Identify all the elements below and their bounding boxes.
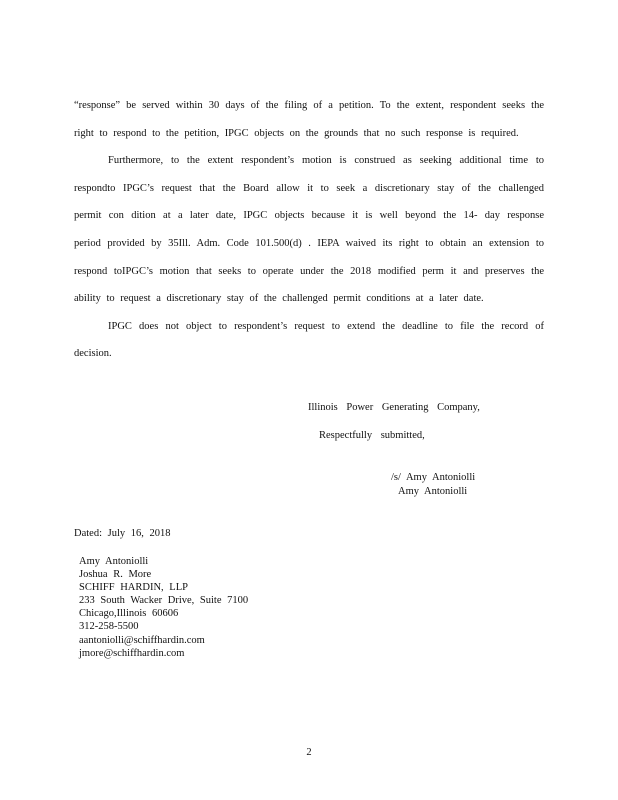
- contact-block: [79, 555, 248, 660]
- paragraph-no-objection: IPGC does not object to respondent’s request to extend the deadline to file the record of decision.: [74, 320, 544, 360]
- contact-email-2: jmore@schiffhardin.com: [79, 647, 185, 659]
- contact-firm: SCHIFF HARDIN, LLP: [79, 582, 188, 594]
- paragraph-response: “response” be served within 30 days of the filing of a petition. To the extent, respondent seeks the right to respond to the petition, IPGC objects on the grounds that no such response is required.: [74, 100, 544, 139]
- paragraph-furthermore: Furthermore, to the extent respondent’s motion is construed as seeking additional time to respondto IPGC’s request that the Board allow it to seek a discretionary stay of the challenged permit con dition at a later date, IPGC objects because it is well beyond the 14- day response period provided by 35Ill. Adm. Code 101.500(d) . IEPA waived its right to obtain an extension to respond toIPGC’s motion that seeks to operate under the 2018 modified perm it and preserves the ability to request a discretionary stay of the challenged permit conditions at a later date.: [74, 155, 544, 305]
- signature-name: Amy Antoniolli: [398, 486, 468, 497]
- contact-email-1: aantoniolli@schiffhardin.com: [79, 634, 205, 646]
- contact-street: 233 South Wacker Drive, Suite 7100: [79, 595, 249, 607]
- body-text: [74, 92, 544, 368]
- signature-closing: Respectfully submitted,: [319, 430, 425, 441]
- contact-name-2: Joshua R. More: [79, 569, 152, 581]
- page-number: 2: [306, 747, 312, 758]
- contact-name: Amy Antoniolli: [79, 556, 149, 567]
- contact-phone: 312-258-5500: [79, 621, 139, 633]
- date-line: Dated: July 16, 2018: [74, 528, 171, 539]
- contact-city: Chicago,Illinois 60606: [79, 608, 179, 620]
- signature-company: Illinois Power Generating Company,: [308, 402, 480, 413]
- signature-signed: /s/ Amy Antoniolli: [391, 472, 476, 483]
